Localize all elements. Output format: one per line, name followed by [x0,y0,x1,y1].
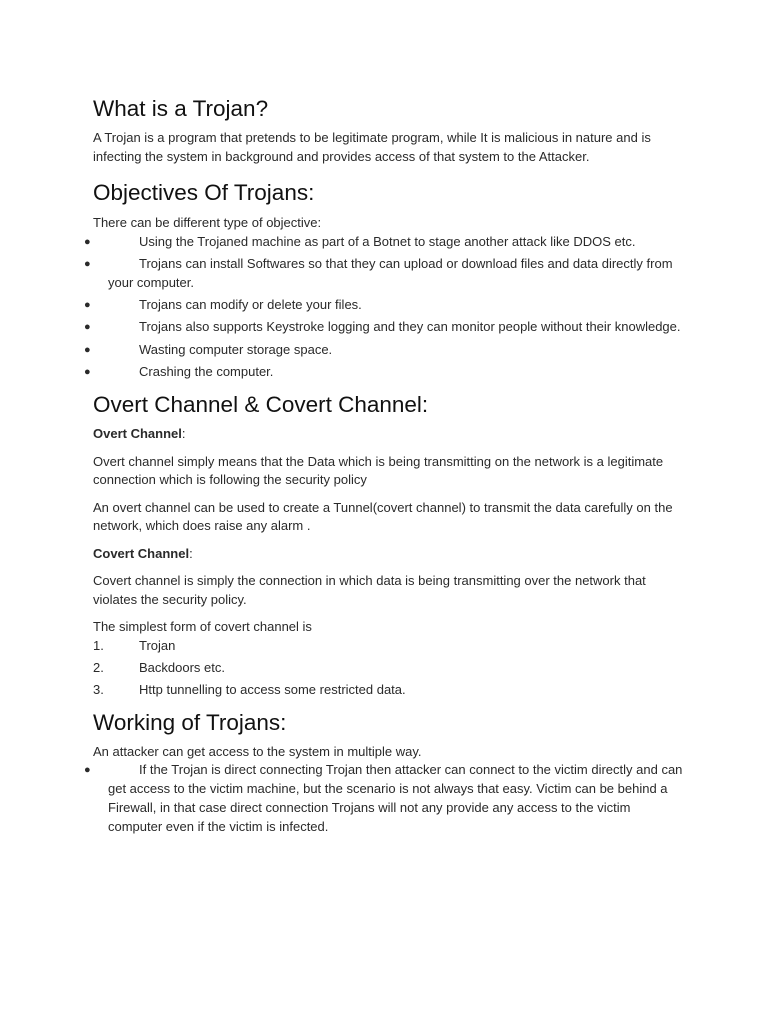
bullet-icon: ● [84,257,91,270]
covert-channel-label: Covert Channel: [93,545,193,561]
overt-channel-paragraph-2: An overt channel can be used to create a Tunnel(covert channel) to transmit the data carefully on the network, which does raise any alarm . [93,499,673,534]
list-item: ● Trojans can install Softwares so that they can upload or download files and data directly from your computer. [84,255,673,290]
bullet-icon: ● [84,321,91,334]
bullet-icon: ● [84,343,91,356]
covert-forms-list [93,637,685,700]
overt-channel-paragraph-1: Overt channel simply means that the Data which is being transmitting on the network is a legitimate connection which is following the security policy [93,453,664,488]
heading-working-of-trojans: Working of Trojans: [93,709,287,735]
list-item: ● Using the Trojaned machine as part of a Botnet to stage another attack like DDOS etc. [93,233,685,252]
objectives-intro: There can be different type of objective: [93,215,322,230]
heading-what-is-trojan: What is a Trojan? [93,96,269,121]
list-item: 2. Backdoors etc. [93,659,225,675]
covert-channel-paragraph-1: Covert channel is simply the connection in which data is being transmitting over the network that violates the security policy. [93,573,646,607]
list-item: 3. Http tunnelling to access some restricted data. [93,682,406,698]
heading-objectives: Objectives Of Trojans: [93,180,315,205]
list-item: ● Crashing the computer. [93,363,685,382]
objectives-list [84,233,685,383]
list-item: 1. Trojan [93,637,176,653]
list-item: ● Trojans also supports Keystroke logging and they can monitor people without their knowledge. [93,318,685,337]
bullet-icon: ● [84,235,91,248]
list-item: ● Trojans can modify or delete your files. [93,296,685,315]
bullet-icon: ● [84,299,91,312]
bullet-icon: ● [84,366,91,379]
overt-channel-label: Overt Channel: [93,426,186,442]
covert-channel-paragraph-2: The simplest form of covert channel is [93,619,312,635]
trojan-definition-paragraph: A Trojan is a program that pretends to be legitimate program, while It is malicious in nature and is infecting the system in background and provides access of that system to the Attacker. [93,130,651,164]
working-list [84,761,685,836]
list-item: ● If the Trojan is direct connecting Trojan then attacker can connect to the victim directly and can get access to the victim machine, but the scenario is not always that easy. Victim can be behind a Firewall, in that case direct connection Trojans will not any provide any access to the victim computer even if the victim is infected. [84,762,683,834]
bullet-icon: ● [84,764,91,777]
heading-channels: Overt Channel & Covert Channel: [93,392,429,418]
working-intro: An attacker can get access to the system in multiple way. [93,743,422,759]
document-content [84,94,685,837]
list-item: ● Wasting computer storage space. [93,341,685,360]
